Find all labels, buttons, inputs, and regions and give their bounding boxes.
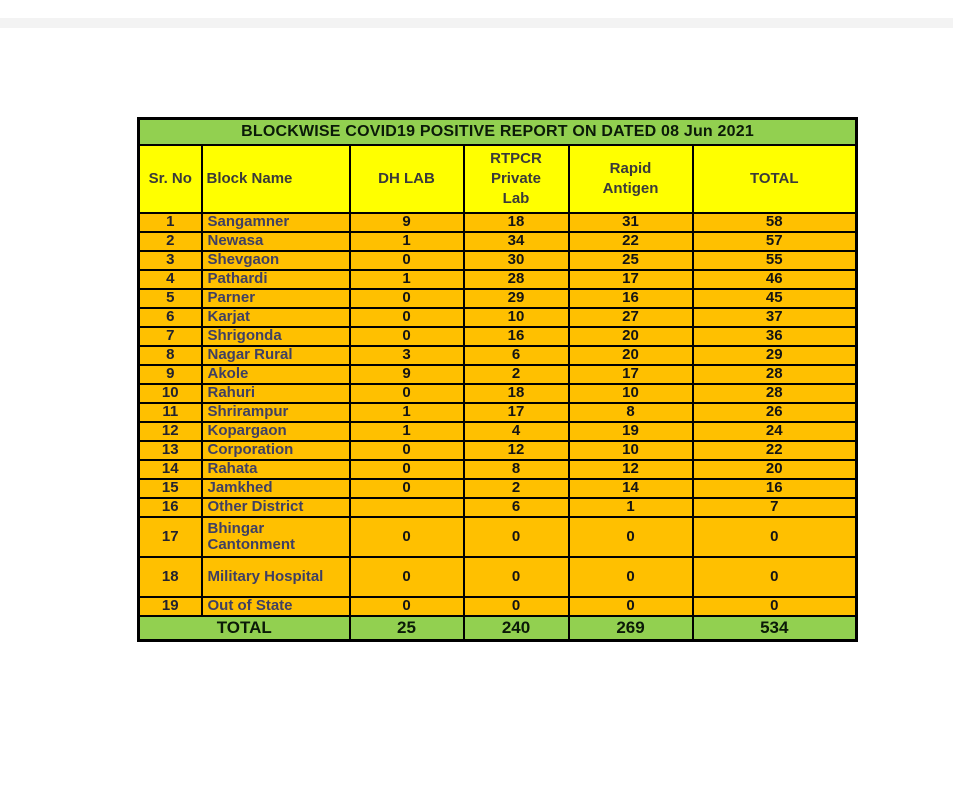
total-row	[139, 616, 857, 641]
dh-lab-value-cell: 1	[350, 270, 464, 289]
dh-lab-value-cell: 9	[350, 213, 464, 232]
dh-lab-value-cell: 1	[350, 403, 464, 422]
sr-no-cell: 7	[139, 327, 202, 346]
block-name-cell: Corporation	[202, 441, 350, 460]
dh-lab-value-cell: 9	[350, 365, 464, 384]
table-row	[139, 346, 857, 365]
table-row	[139, 251, 857, 270]
row-total-cell: 58	[693, 213, 857, 232]
table-row	[139, 289, 857, 308]
rapid-antigen-value-cell: 25	[569, 251, 693, 270]
sr-no-cell: 14	[139, 460, 202, 479]
rapid-antigen-value-cell: 17	[569, 270, 693, 289]
table-row	[139, 384, 857, 403]
block-name-cell: Sangamner	[202, 213, 350, 232]
sr-no-cell: 12	[139, 422, 202, 441]
rtpcr-value-cell: 2	[464, 365, 569, 384]
rapid-antigen-value-cell: 0	[569, 557, 693, 597]
table-row	[139, 479, 857, 498]
table-row	[139, 517, 857, 557]
row-total-cell: 24	[693, 422, 857, 441]
dh-lab-value-cell: 0	[350, 441, 464, 460]
rtpcr-value-cell: 18	[464, 213, 569, 232]
sr-no-cell: 15	[139, 479, 202, 498]
table-row	[139, 403, 857, 422]
row-total-cell: 0	[693, 517, 857, 557]
sr-no-cell: 2	[139, 232, 202, 251]
rtpcr-value-cell: 6	[464, 346, 569, 365]
rapid-antigen-value-cell: 1	[569, 498, 693, 517]
rtpcr-value-cell: 10	[464, 308, 569, 327]
rtpcr-value-cell: 12	[464, 441, 569, 460]
row-total-cell: 22	[693, 441, 857, 460]
report-title: BLOCKWISE COVID19 POSITIVE REPORT ON DATED 08 Jun 2021	[139, 119, 857, 146]
block-name-cell: Other District	[202, 498, 350, 517]
rtpcr-value-cell: 4	[464, 422, 569, 441]
dh-lab-value-cell: 0	[350, 308, 464, 327]
rapid-antigen-value-cell: 22	[569, 232, 693, 251]
column-header-sr-no: Sr. No	[139, 145, 202, 213]
table-row	[139, 557, 857, 597]
row-total-cell: 55	[693, 251, 857, 270]
table-row	[139, 365, 857, 384]
table-row	[139, 460, 857, 479]
sr-no-cell: 3	[139, 251, 202, 270]
rtpcr-value-cell: 18	[464, 384, 569, 403]
sr-no-cell: 8	[139, 346, 202, 365]
dh-lab-value-cell: 1	[350, 232, 464, 251]
rtpcr-value-cell: 0	[464, 517, 569, 557]
row-total-cell: 26	[693, 403, 857, 422]
rapid-antigen-value-cell: 20	[569, 327, 693, 346]
rtpcr-value-cell: 8	[464, 460, 569, 479]
column-header-rtpcr-private-lab	[464, 145, 569, 213]
row-total-cell: 46	[693, 270, 857, 289]
table-row	[139, 213, 857, 232]
column-header-row	[139, 145, 857, 213]
sr-no-cell: 6	[139, 308, 202, 327]
row-total-cell: 37	[693, 308, 857, 327]
rapid-antigen-value-cell: 8	[569, 403, 693, 422]
rtpcr-value-cell: 28	[464, 270, 569, 289]
sr-no-cell: 18	[139, 557, 202, 597]
total-grand-value: 534	[693, 616, 857, 641]
rapid-antigen-value-cell: 10	[569, 384, 693, 403]
block-name-cell: Akole	[202, 365, 350, 384]
rtpcr-value-cell: 17	[464, 403, 569, 422]
rtpcr-value-cell: 30	[464, 251, 569, 270]
total-rtpcr-value: 240	[464, 616, 569, 641]
dh-lab-value-cell: 0	[350, 460, 464, 479]
block-name-cell: Kopargaon	[202, 422, 350, 441]
column-header-total: TOTAL	[693, 145, 857, 213]
total-rapid-antigen-value: 269	[569, 616, 693, 641]
rtpcr-value-cell: 29	[464, 289, 569, 308]
block-name-cell: Newasa	[202, 232, 350, 251]
table-row	[139, 270, 857, 289]
row-total-cell: 36	[693, 327, 857, 346]
block-name-cell: Shrirampur	[202, 403, 350, 422]
dh-lab-value-cell: 0	[350, 517, 464, 557]
block-name-cell: Rahuri	[202, 384, 350, 403]
row-total-cell: 7	[693, 498, 857, 517]
column-header-rtpcr-private-lab-label: RTPCR Private Lab	[490, 149, 542, 208]
table-row	[139, 327, 857, 346]
row-total-cell: 28	[693, 365, 857, 384]
block-name-cell: Out of State	[202, 597, 350, 616]
total-label: TOTAL	[139, 616, 350, 641]
row-total-cell: 0	[693, 557, 857, 597]
table-body	[139, 213, 857, 616]
table-row	[139, 232, 857, 251]
covid-report-table	[137, 117, 858, 642]
title-row	[139, 119, 857, 146]
top-strip	[0, 18, 953, 28]
sr-no-cell: 1	[139, 213, 202, 232]
rapid-antigen-value-cell: 10	[569, 441, 693, 460]
rapid-antigen-value-cell: 14	[569, 479, 693, 498]
row-total-cell: 16	[693, 479, 857, 498]
block-name-cell: Pathardi	[202, 270, 350, 289]
row-total-cell: 45	[693, 289, 857, 308]
table-row	[139, 308, 857, 327]
block-name-cell: Shrigonda	[202, 327, 350, 346]
rtpcr-value-cell: 0	[464, 597, 569, 616]
sr-no-cell: 13	[139, 441, 202, 460]
block-name-cell: Karjat	[202, 308, 350, 327]
rapid-antigen-value-cell: 27	[569, 308, 693, 327]
dh-lab-value-cell: 0	[350, 327, 464, 346]
block-name-cell: Shevgaon	[202, 251, 350, 270]
rapid-antigen-value-cell: 20	[569, 346, 693, 365]
rtpcr-value-cell: 0	[464, 557, 569, 597]
dh-lab-value-cell: 0	[350, 384, 464, 403]
total-dh-lab-value: 25	[350, 616, 464, 641]
block-name-cell: Rahata	[202, 460, 350, 479]
column-header-rapid-antigen-label: Rapid Antigen	[602, 159, 659, 197]
dh-lab-value-cell: 0	[350, 251, 464, 270]
sr-no-cell: 10	[139, 384, 202, 403]
rapid-antigen-value-cell: 0	[569, 517, 693, 557]
rtpcr-value-cell: 2	[464, 479, 569, 498]
block-name-cell: Bhingar Cantonment	[202, 517, 350, 557]
sr-no-cell: 5	[139, 289, 202, 308]
rtpcr-value-cell: 6	[464, 498, 569, 517]
rapid-antigen-value-cell: 12	[569, 460, 693, 479]
dh-lab-value-cell: 0	[350, 289, 464, 308]
rtpcr-value-cell: 16	[464, 327, 569, 346]
rtpcr-value-cell: 34	[464, 232, 569, 251]
row-total-cell: 29	[693, 346, 857, 365]
row-total-cell: 57	[693, 232, 857, 251]
dh-lab-value-cell: 3	[350, 346, 464, 365]
table-row	[139, 441, 857, 460]
rapid-antigen-value-cell: 17	[569, 365, 693, 384]
row-total-cell: 20	[693, 460, 857, 479]
block-name-cell: Military Hospital	[202, 557, 350, 597]
table-row	[139, 597, 857, 616]
sr-no-cell: 19	[139, 597, 202, 616]
block-name-cell: Parner	[202, 289, 350, 308]
sr-no-cell: 11	[139, 403, 202, 422]
column-header-rapid-antigen	[569, 145, 693, 213]
block-name-cell: Jamkhed	[202, 479, 350, 498]
dh-lab-value-cell	[350, 498, 464, 517]
sr-no-cell: 4	[139, 270, 202, 289]
rapid-antigen-value-cell: 19	[569, 422, 693, 441]
dh-lab-value-cell: 1	[350, 422, 464, 441]
rapid-antigen-value-cell: 0	[569, 597, 693, 616]
sr-no-cell: 16	[139, 498, 202, 517]
sr-no-cell: 9	[139, 365, 202, 384]
dh-lab-value-cell: 0	[350, 479, 464, 498]
rapid-antigen-value-cell: 31	[569, 213, 693, 232]
column-header-dh-lab: DH LAB	[350, 145, 464, 213]
row-total-cell: 28	[693, 384, 857, 403]
sr-no-cell: 17	[139, 517, 202, 557]
rapid-antigen-value-cell: 16	[569, 289, 693, 308]
block-name-cell: Nagar Rural	[202, 346, 350, 365]
table-row	[139, 422, 857, 441]
dh-lab-value-cell: 0	[350, 597, 464, 616]
column-header-block-name: Block Name	[202, 145, 350, 213]
row-total-cell: 0	[693, 597, 857, 616]
table-row	[139, 498, 857, 517]
dh-lab-value-cell: 0	[350, 557, 464, 597]
